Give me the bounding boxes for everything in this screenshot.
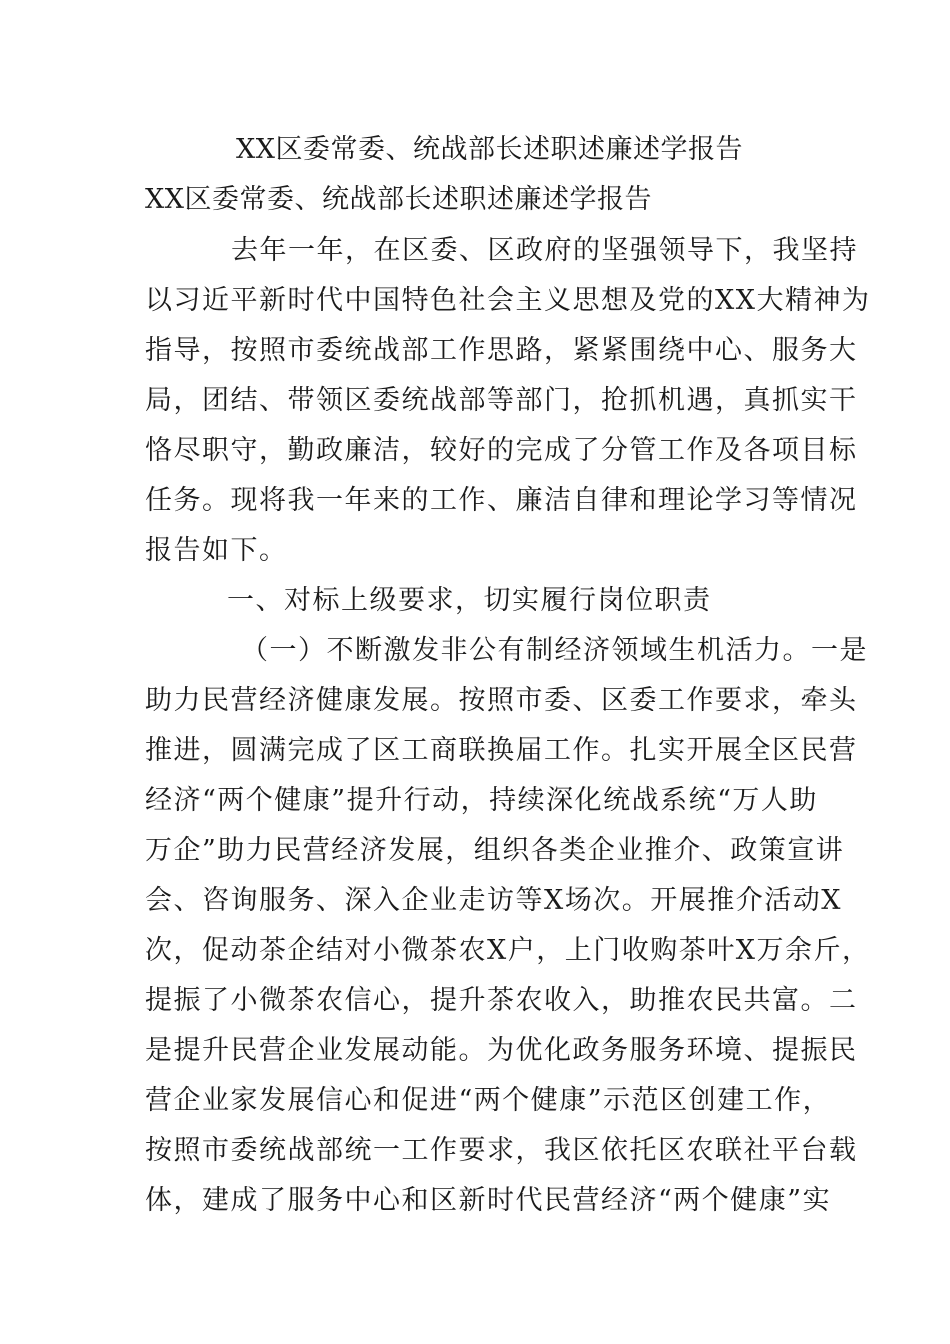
paragraph-line: 会、咨询服务、深入企业走访等X场次。开展推介活动X [145, 885, 842, 916]
paragraph-line: 去年一年，在区委、区政府的坚强领导下，我坚持 [231, 235, 858, 266]
document-title-centered: XX区委常委、统战部长述职述廉述学报告 [236, 134, 743, 165]
paragraph-line: 万企”助力民营经济发展，组织各类企业推介、政策宣讲 [145, 835, 845, 866]
document-title-left: XX区委常委、统战部长述职述廉述学报告 [145, 184, 652, 215]
document-body [145, 226, 871, 1226]
paragraph-line: 次，促动茶企结对小微茶农X户，上门收购茶叶X万余斤， [145, 935, 871, 966]
paragraph-line: 任务。现将我一年来的工作、廉洁自律和理论学习等情况 [145, 485, 858, 516]
paragraph-line: 是提升民营企业发展动能。为优化政务服务环境、提振民 [145, 1035, 858, 1066]
paragraph-line: 按照市委统战部统一工作要求，我区依托区农联社平台载 [145, 1135, 858, 1166]
paragraph-line: 报告如下。 [145, 535, 288, 566]
paragraph-line: 经济“两个健康”提升行动，持续深化统战系统“万人助 [145, 785, 818, 816]
section-heading: 一、对标上级要求，切实履行岗位职责 [227, 585, 712, 616]
paragraph-line: 营企业家发展信心和促进“两个健康”示范区创建工作， [145, 1085, 832, 1116]
paragraph-line: 恪尽职守，勤政廉洁，较好的完成了分管工作及各项目标 [145, 435, 858, 466]
paragraph-line: 推进，圆满完成了区工商联换届工作。扎实开展全区民营 [145, 735, 858, 766]
paragraph-line: 助力民营经济健康发展。按照市委、区委工作要求，牵头 [145, 685, 858, 716]
paragraph-line: 局，团结、带领区委统战部等部门，抢抓机遇，真抓实干 [145, 385, 858, 416]
paragraph-line: 体，建成了服务中心和区新时代民营经济“两个健康”实 [145, 1185, 832, 1216]
subsection-line: （一）不断激发非公有制经济领域生机活力。一是 [241, 635, 868, 666]
paragraph-line: 提振了小微茶农信心，提升茶农收入，助推农民共富。二 [145, 985, 858, 1016]
paragraph-line: 以习近平新时代中国特色社会主义思想及党的XX大精神为 [145, 285, 871, 316]
paragraph-line: 指导，按照市委统战部工作思路，紧紧围绕中心、服务大 [145, 335, 858, 366]
